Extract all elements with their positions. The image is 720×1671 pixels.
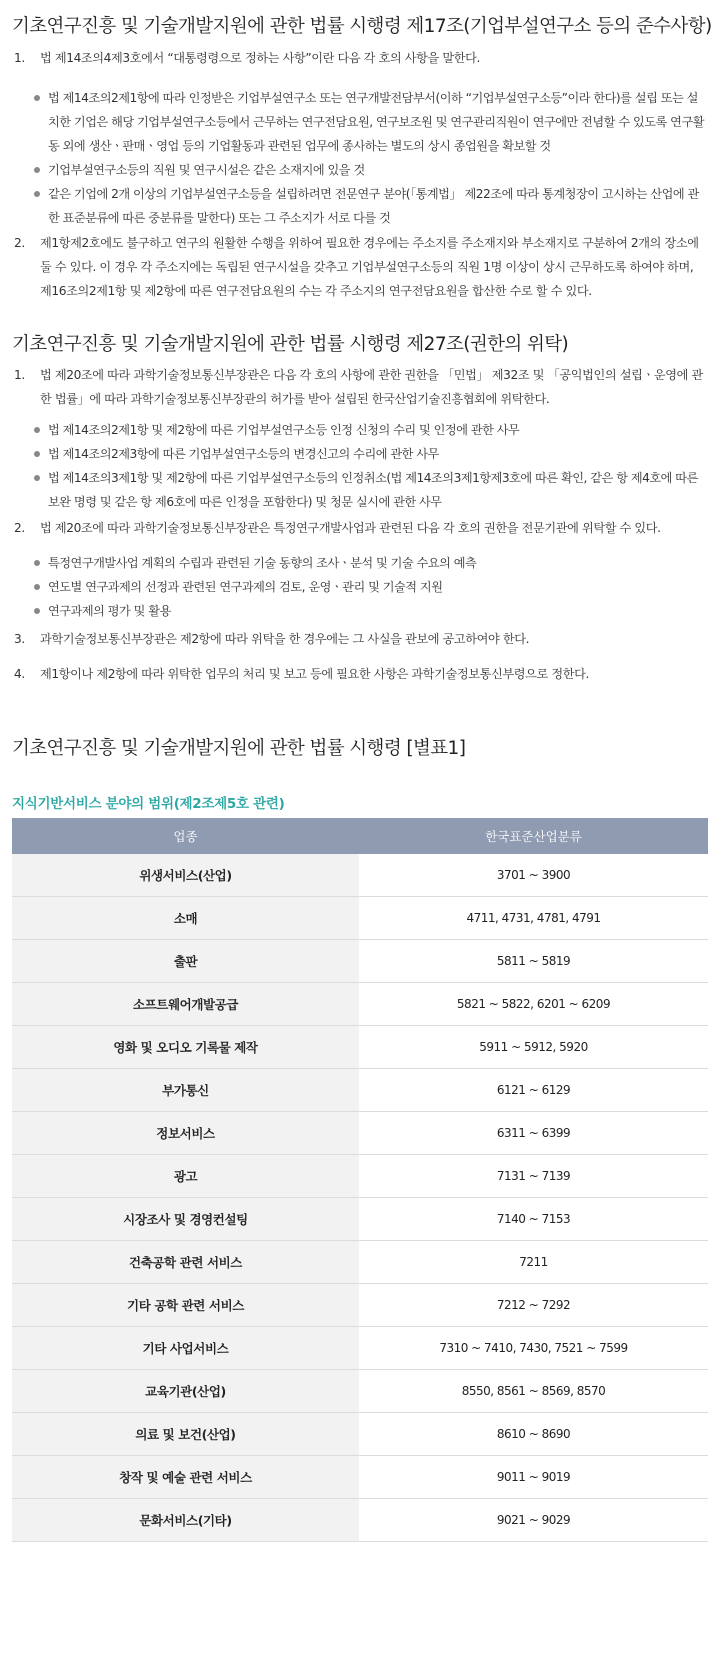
ksic-cell: 4711, 4731, 4781, 4791 bbox=[359, 897, 708, 940]
list-item: 법 제14조의2제1항에 따라 인정받은 기업부설연구소 또는 연구개발전담부서(이하 “기업부설연구소등”이라 한다)를 설립 또는 설치한 기업은 해당 기업부설연구소등에서 근무하는 연구전담요원, 연구보조원 및 연구관리직원이 연구에만 전념할 수 있도록 연구활동 외에 생산ㆍ판매ㆍ영업 등의 기업활동과 관련된 업무에 종사하는 별도의 상시 종업원을 확보할 것 bbox=[34, 86, 708, 158]
industry-cell: 기타 사업서비스 bbox=[12, 1327, 359, 1370]
list-item: 법 제14조의2제3항에 따른 기업부설연구소등의 변경신고의 수리에 관한 사무 bbox=[34, 442, 708, 466]
ksic-cell: 7310 ~ 7410, 7430, 7521 ~ 7599 bbox=[359, 1327, 708, 1370]
ksic-cell: 5911 ~ 5912, 5920 bbox=[359, 1026, 708, 1069]
table-row bbox=[12, 854, 708, 897]
section-17-title: 기초연구진흥 및 기술개발지원에 관한 법률 시행령 제17조(기업부설연구소 등의 준수사항) bbox=[12, 16, 712, 37]
table-row bbox=[12, 940, 708, 983]
ksic-cell: 6121 ~ 6129 bbox=[359, 1069, 708, 1112]
appendix-subheading: 지식기반서비스 분야의 범위(제2조제5호 관련) bbox=[12, 796, 285, 812]
ksic-cell: 9011 ~ 9019 bbox=[359, 1456, 708, 1499]
industry-cell: 소매 bbox=[12, 897, 359, 940]
list-item: 특정연구개발사업 계획의 수립과 관련된 기술 동향의 조사ㆍ분석 및 기술 수요의 예측 bbox=[34, 551, 708, 575]
section-17-bullet-list bbox=[12, 86, 708, 230]
industry-cell: 부가통신 bbox=[12, 1069, 359, 1112]
industry-cell: 영화 및 오디오 기록물 제작 bbox=[12, 1026, 359, 1069]
industry-cell: 건축공학 관련 서비스 bbox=[12, 1241, 359, 1284]
industry-cell: 기타 공학 관련 서비스 bbox=[12, 1284, 359, 1327]
ksic-cell: 6311 ~ 6399 bbox=[359, 1112, 708, 1155]
section-27-bullet-list-2 bbox=[12, 551, 708, 623]
section-27-title: 기초연구진흥 및 기술개발지원에 관한 법률 시행령 제27조(권한의 위탁) bbox=[12, 334, 569, 355]
table-row bbox=[12, 1069, 708, 1112]
bullet-icon bbox=[34, 608, 40, 614]
section-27-item-3 bbox=[12, 627, 708, 651]
ksic-cell: 7140 ~ 7153 bbox=[359, 1198, 708, 1241]
item-text: 과학기술정보통신부장관은 제2항에 따라 위탁을 한 경우에는 그 사실을 관보에 공고하여야 한다. bbox=[40, 632, 530, 646]
item-text: 법 제20조에 따라 과학기술정보통신부장관은 다음 각 호의 사항에 관한 권한을 「민법」 제32조 및 「공익법인의 설립ㆍ운영에 관한 법률」에 따라 과학기술정보통신부장관의 허가를 받아 설립된 한국산업기술진흥협회에 위탁한다. bbox=[40, 368, 703, 406]
industry-cell: 교육기관(산업) bbox=[12, 1370, 359, 1413]
table-row bbox=[12, 1456, 708, 1499]
industry-cell: 시장조사 및 경영컨설팅 bbox=[12, 1198, 359, 1241]
section-27-item-4 bbox=[12, 662, 708, 686]
column-header-ksic: 한국표준산업분류 bbox=[359, 818, 708, 854]
bullet-icon bbox=[34, 560, 40, 566]
item-text: 제1항제2호에도 불구하고 연구의 원활한 수행을 위하여 필요한 경우에는 주소지를 주소재지와 부소재지로 구분하여 2개의 장소에 둘 수 있다. 이 경우 각 주소지에는 독립된 연구시설을 갖추고 기업부설연구소등의 직원 1명 이상이 상시 근무하도록 하여야 하며, 제16조의2제1항 및 제2항에 따른 연구전담요원의 수는 각 주소지의 연구전담요원을 합산한 수로 할 수 있다. bbox=[40, 236, 699, 298]
table-row bbox=[12, 1112, 708, 1155]
section-27-item-1 bbox=[12, 363, 708, 411]
section-27-bullet-list-1 bbox=[12, 418, 708, 514]
bullet-icon bbox=[34, 95, 40, 101]
table-row bbox=[12, 1413, 708, 1456]
ksic-cell: 7211 bbox=[359, 1241, 708, 1284]
industry-cell: 정보서비스 bbox=[12, 1112, 359, 1155]
list-item: 연구과제의 평가 및 활용 bbox=[34, 599, 708, 623]
table-row bbox=[12, 1026, 708, 1069]
item-number: 1. bbox=[14, 51, 25, 65]
table-row bbox=[12, 1198, 708, 1241]
item-number: 1. bbox=[14, 368, 25, 382]
bullet-icon bbox=[34, 191, 40, 197]
industry-cell: 광고 bbox=[12, 1155, 359, 1198]
table-row bbox=[12, 1155, 708, 1198]
list-item: 법 제14조의3제1항 및 제2항에 따른 기업부설연구소등의 인정취소(법 제14조의3제1항제3호에 따른 확인, 같은 항 제4호에 따른 보완 명령 및 같은 항 제6호에 따른 인정을 포함한다) 및 청문 실시에 관한 사무 bbox=[34, 466, 708, 514]
service-table bbox=[12, 818, 708, 1542]
ksic-cell: 8610 ~ 8690 bbox=[359, 1413, 708, 1456]
section-17-item-1 bbox=[12, 46, 708, 70]
item-text: 법 제14조의4제3호에서 “대통령령으로 정하는 사항”이란 다음 각 호의 사항을 말한다. bbox=[40, 51, 480, 65]
item-text: 법 제20조에 따라 과학기술정보통신부장관은 특정연구개발사업과 관련된 다음 각 호의 권한을 전문기관에 위탁할 수 있다. bbox=[40, 521, 661, 535]
ksic-cell: 5821 ~ 5822, 6201 ~ 6209 bbox=[359, 983, 708, 1026]
item-number: 2. bbox=[14, 236, 25, 250]
item-number: 2. bbox=[14, 521, 25, 535]
list-item: 연도별 연구과제의 선정과 관련된 연구과제의 검토, 운영ㆍ관리 및 기술적 지원 bbox=[34, 575, 708, 599]
column-header-industry: 업종 bbox=[12, 818, 359, 854]
table-row bbox=[12, 1370, 708, 1413]
table-row bbox=[12, 983, 708, 1026]
bullet-icon bbox=[34, 584, 40, 590]
bullet-icon bbox=[34, 167, 40, 173]
bullet-icon bbox=[34, 475, 40, 481]
industry-cell: 출판 bbox=[12, 940, 359, 983]
bullet-icon bbox=[34, 427, 40, 433]
ksic-cell: 7131 ~ 7139 bbox=[359, 1155, 708, 1198]
section-27-item-2 bbox=[12, 516, 708, 540]
table-row bbox=[12, 1499, 708, 1542]
appendix-title: 기초연구진흥 및 기술개발지원에 관한 법률 시행령 [별표1] bbox=[12, 738, 466, 759]
ksic-cell: 3701 ~ 3900 bbox=[359, 854, 708, 897]
list-item: 같은 기업에 2개 이상의 기업부설연구소등을 설립하려면 전문연구 분야(「통계법」 제22조에 따라 통계청장이 고시하는 산업에 관한 표준분류에 따른 중분류를 말한다) 또는 그 주소지가 서로 다를 것 bbox=[34, 182, 708, 230]
table-row bbox=[12, 1284, 708, 1327]
list-item: 기업부설연구소등의 직원 및 연구시설은 같은 소재지에 있을 것 bbox=[34, 158, 708, 182]
item-number: 3. bbox=[14, 632, 25, 646]
industry-cell: 소프트웨어개발공급 bbox=[12, 983, 359, 1026]
section-17-item-2 bbox=[12, 231, 708, 303]
item-text: 제1항이나 제2항에 따라 위탁한 업무의 처리 및 보고 등에 필요한 사항은 과학기술정보통신부령으로 정한다. bbox=[40, 667, 589, 681]
table-row bbox=[12, 897, 708, 940]
ksic-cell: 5811 ~ 5819 bbox=[359, 940, 708, 983]
industry-cell: 의료 및 보건(산업) bbox=[12, 1413, 359, 1456]
list-item: 법 제14조의2제1항 및 제2항에 따른 기업부설연구소등 인정 신청의 수리 및 인정에 관한 사무 bbox=[34, 418, 708, 442]
table-row bbox=[12, 1327, 708, 1370]
bullet-icon bbox=[34, 451, 40, 457]
ksic-cell: 9021 ~ 9029 bbox=[359, 1499, 708, 1542]
industry-cell: 창작 및 예술 관련 서비스 bbox=[12, 1456, 359, 1499]
industry-cell: 위생서비스(산업) bbox=[12, 854, 359, 897]
industry-cell: 문화서비스(기타) bbox=[12, 1499, 359, 1542]
table-row bbox=[12, 1241, 708, 1284]
item-number: 4. bbox=[14, 667, 25, 681]
ksic-cell: 7212 ~ 7292 bbox=[359, 1284, 708, 1327]
table-header-row bbox=[12, 818, 708, 854]
ksic-cell: 8550, 8561 ~ 8569, 8570 bbox=[359, 1370, 708, 1413]
service-table-wrapper bbox=[12, 818, 708, 1542]
